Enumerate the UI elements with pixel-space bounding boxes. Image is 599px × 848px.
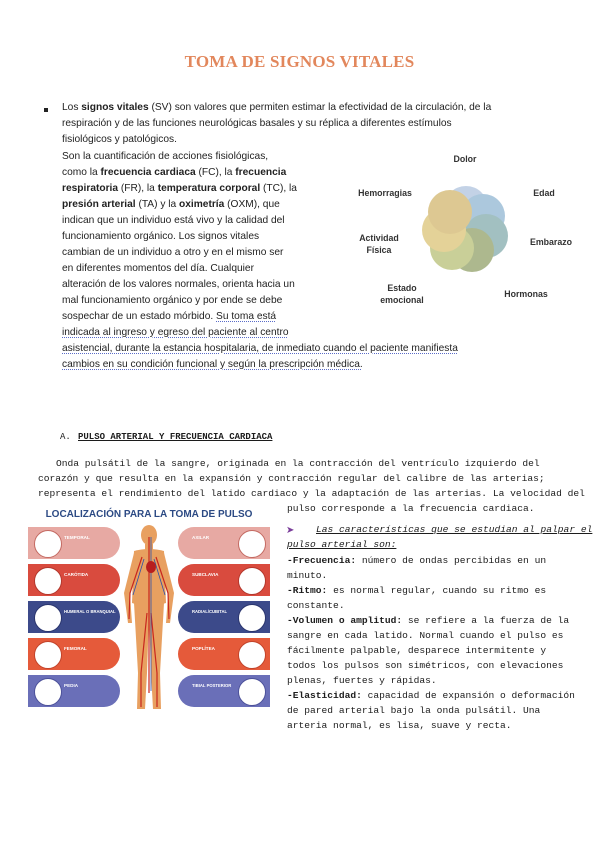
characteristic-frecuencia: -Frecuencia: número de ondas percibidas en un [287,555,547,566]
petal-hemorragias [428,190,472,234]
section-a-heading: PULSO ARTERIAL Y FRECUENCIA CARDIACA [78,432,273,442]
label-carotida: CARÓTIDA [64,572,89,577]
para-line-7: cambian de un individuo a otro y en el mismo ser [62,247,284,258]
para-line-4: presión arterial (TA) y la oximetría (OXM), que [62,199,280,210]
wrist-icon [238,604,266,632]
label-radial: RADIAL/CUBITAL [192,609,228,614]
characteristics-intro-2: pulso arterial son: [287,539,397,550]
para-line-3: respiratoria (FR), la temperatura corporal (TC), la [62,183,297,194]
para-line-5: indican que un individuo está vivo y la calidad del [62,215,285,226]
diagram-label-actividad: Actividad Física [359,233,399,255]
factors-flower-diagram [418,180,514,276]
diagram-label-embarazo: Embarazo [529,237,573,247]
label-subclavia: SUBCLAVIA [192,572,219,577]
para-line-12: indicada al ingreso y egreso del paciente al centro [62,327,289,338]
definition-line-3: representa el rendimiento del latido cardiaco y la adaptación de las arterias. La velocidad del [38,488,585,499]
characteristic-volumen-2: sangre en cada latido. Normal cuando el pulso es [287,630,564,641]
intro-line-3: fisiológicos y patológicos. [62,134,177,145]
label-temporal: TEMPORAL [64,535,90,540]
characteristic-elasticidad-3: arteria normal, es lisa, suave y recta. [287,720,512,731]
para-line-2: como la frecuencia cardiaca (FC), la frecuencia [62,167,287,178]
section-a-letter: A. [60,432,71,442]
foot-icon [34,678,62,706]
label-tibial: TIBIAL POSTERIOR [192,683,232,688]
diagram-label-hormonas: Hormonas [504,289,548,299]
definition-line-2: corazón y que resulta en la expansión y contracción regular del calibre de las arterias; [38,473,545,484]
diagram-label-estado: Estado emocional [380,283,424,305]
characteristics-arrow-icon: ➤ [286,525,295,536]
para-line-1: Son la cuantificación de acciones fisiológicas, [62,151,269,162]
label-pedia: PEDIA [64,683,79,688]
para-line-13: asistencial, durante la estancia hospitalaria, de inmediato cuando el paciente manifiesta [62,343,458,354]
clavicle-icon [238,567,266,595]
heart-icon [146,561,156,573]
characteristic-volumen-5: plenas, fuertes y rápidas. [287,675,437,686]
groin-icon [34,641,62,669]
characteristics-intro-1: Las características que se estudian al palpar el [316,524,593,535]
characteristic-elasticidad-2: de pared arterial bajo la onda pulsátil. Una [287,705,541,716]
para-line-8: en diferentes momentos del día. Cualquier [62,263,254,274]
para-line-9: alteración de los valores normales, orienta hacia un [62,279,295,290]
illustration-title: LOCALIZACIÓN PARA LA TOMA DE PULSO [45,509,253,520]
arm-icon [34,604,62,632]
para-line-11: sospechar de un estado mórbido. Su toma está [62,311,277,322]
definition-line-4: pulso corresponde a la frecuencia cardiaca. [287,503,535,514]
knee-icon [238,641,266,669]
para-line-6: funcionamiento orgánico. Los signos vitales [62,231,260,242]
characteristic-ritmo: -Ritmo: es normal regular, cuando su ritmo es [287,585,547,596]
label-femoral: FEMORAL [64,646,87,651]
definition-line-1: Onda pulsátil de la sangre, originada en la contracción del ventrículo izquierdo del [56,458,540,469]
characteristic-frecuencia-cont: minuto. [287,570,328,581]
label-poplitea: POPLÍTEA [192,646,215,651]
armpit-icon [238,530,266,558]
diagram-label-edad: Edad [533,188,555,198]
intro-line-1: Los signos vitales (SV) son valores que permiten estimar la efectividad de la circulación, de la [62,102,492,113]
intro-line-2: respiración y de las funciones neurológicas basales y su réplica a diferentes estímulos [62,118,452,129]
label-humeral: HUMERAL O BRANQUIAL [64,609,116,614]
para-line-14: cambios en su condición funcional y según la prescripción médica. [62,359,363,370]
pulse-location-illustration [28,505,270,717]
label-axilar: AXILAR [192,535,210,540]
head-icon [34,530,62,558]
page-title: TOMA DE SIGNOS VITALES [184,52,415,71]
characteristic-volumen-4: todos los pulsos son simétricos, con elevaciones [287,660,564,671]
para-line-10: mal funcionamiento orgánico y por ende se debe [62,295,283,306]
characteristic-ritmo-cont: constante. [287,600,345,611]
characteristic-volumen-3: fácilmente palpable, desparece intermitente y [287,645,547,656]
human-body-figure [120,523,178,717]
diagram-label-hemorragias: Hemorragias [358,188,412,198]
characteristic-volumen: -Volumen o amplitud: se refiere a la fuerza de la [287,615,570,626]
bullet-marker [44,108,48,112]
characteristic-elasticidad: -Elasticidad: capacidad de expansión o deformación [287,690,575,701]
diagram-label-dolor: Dolor [453,154,477,164]
ankle-icon [238,678,266,706]
neck-icon [34,567,62,595]
